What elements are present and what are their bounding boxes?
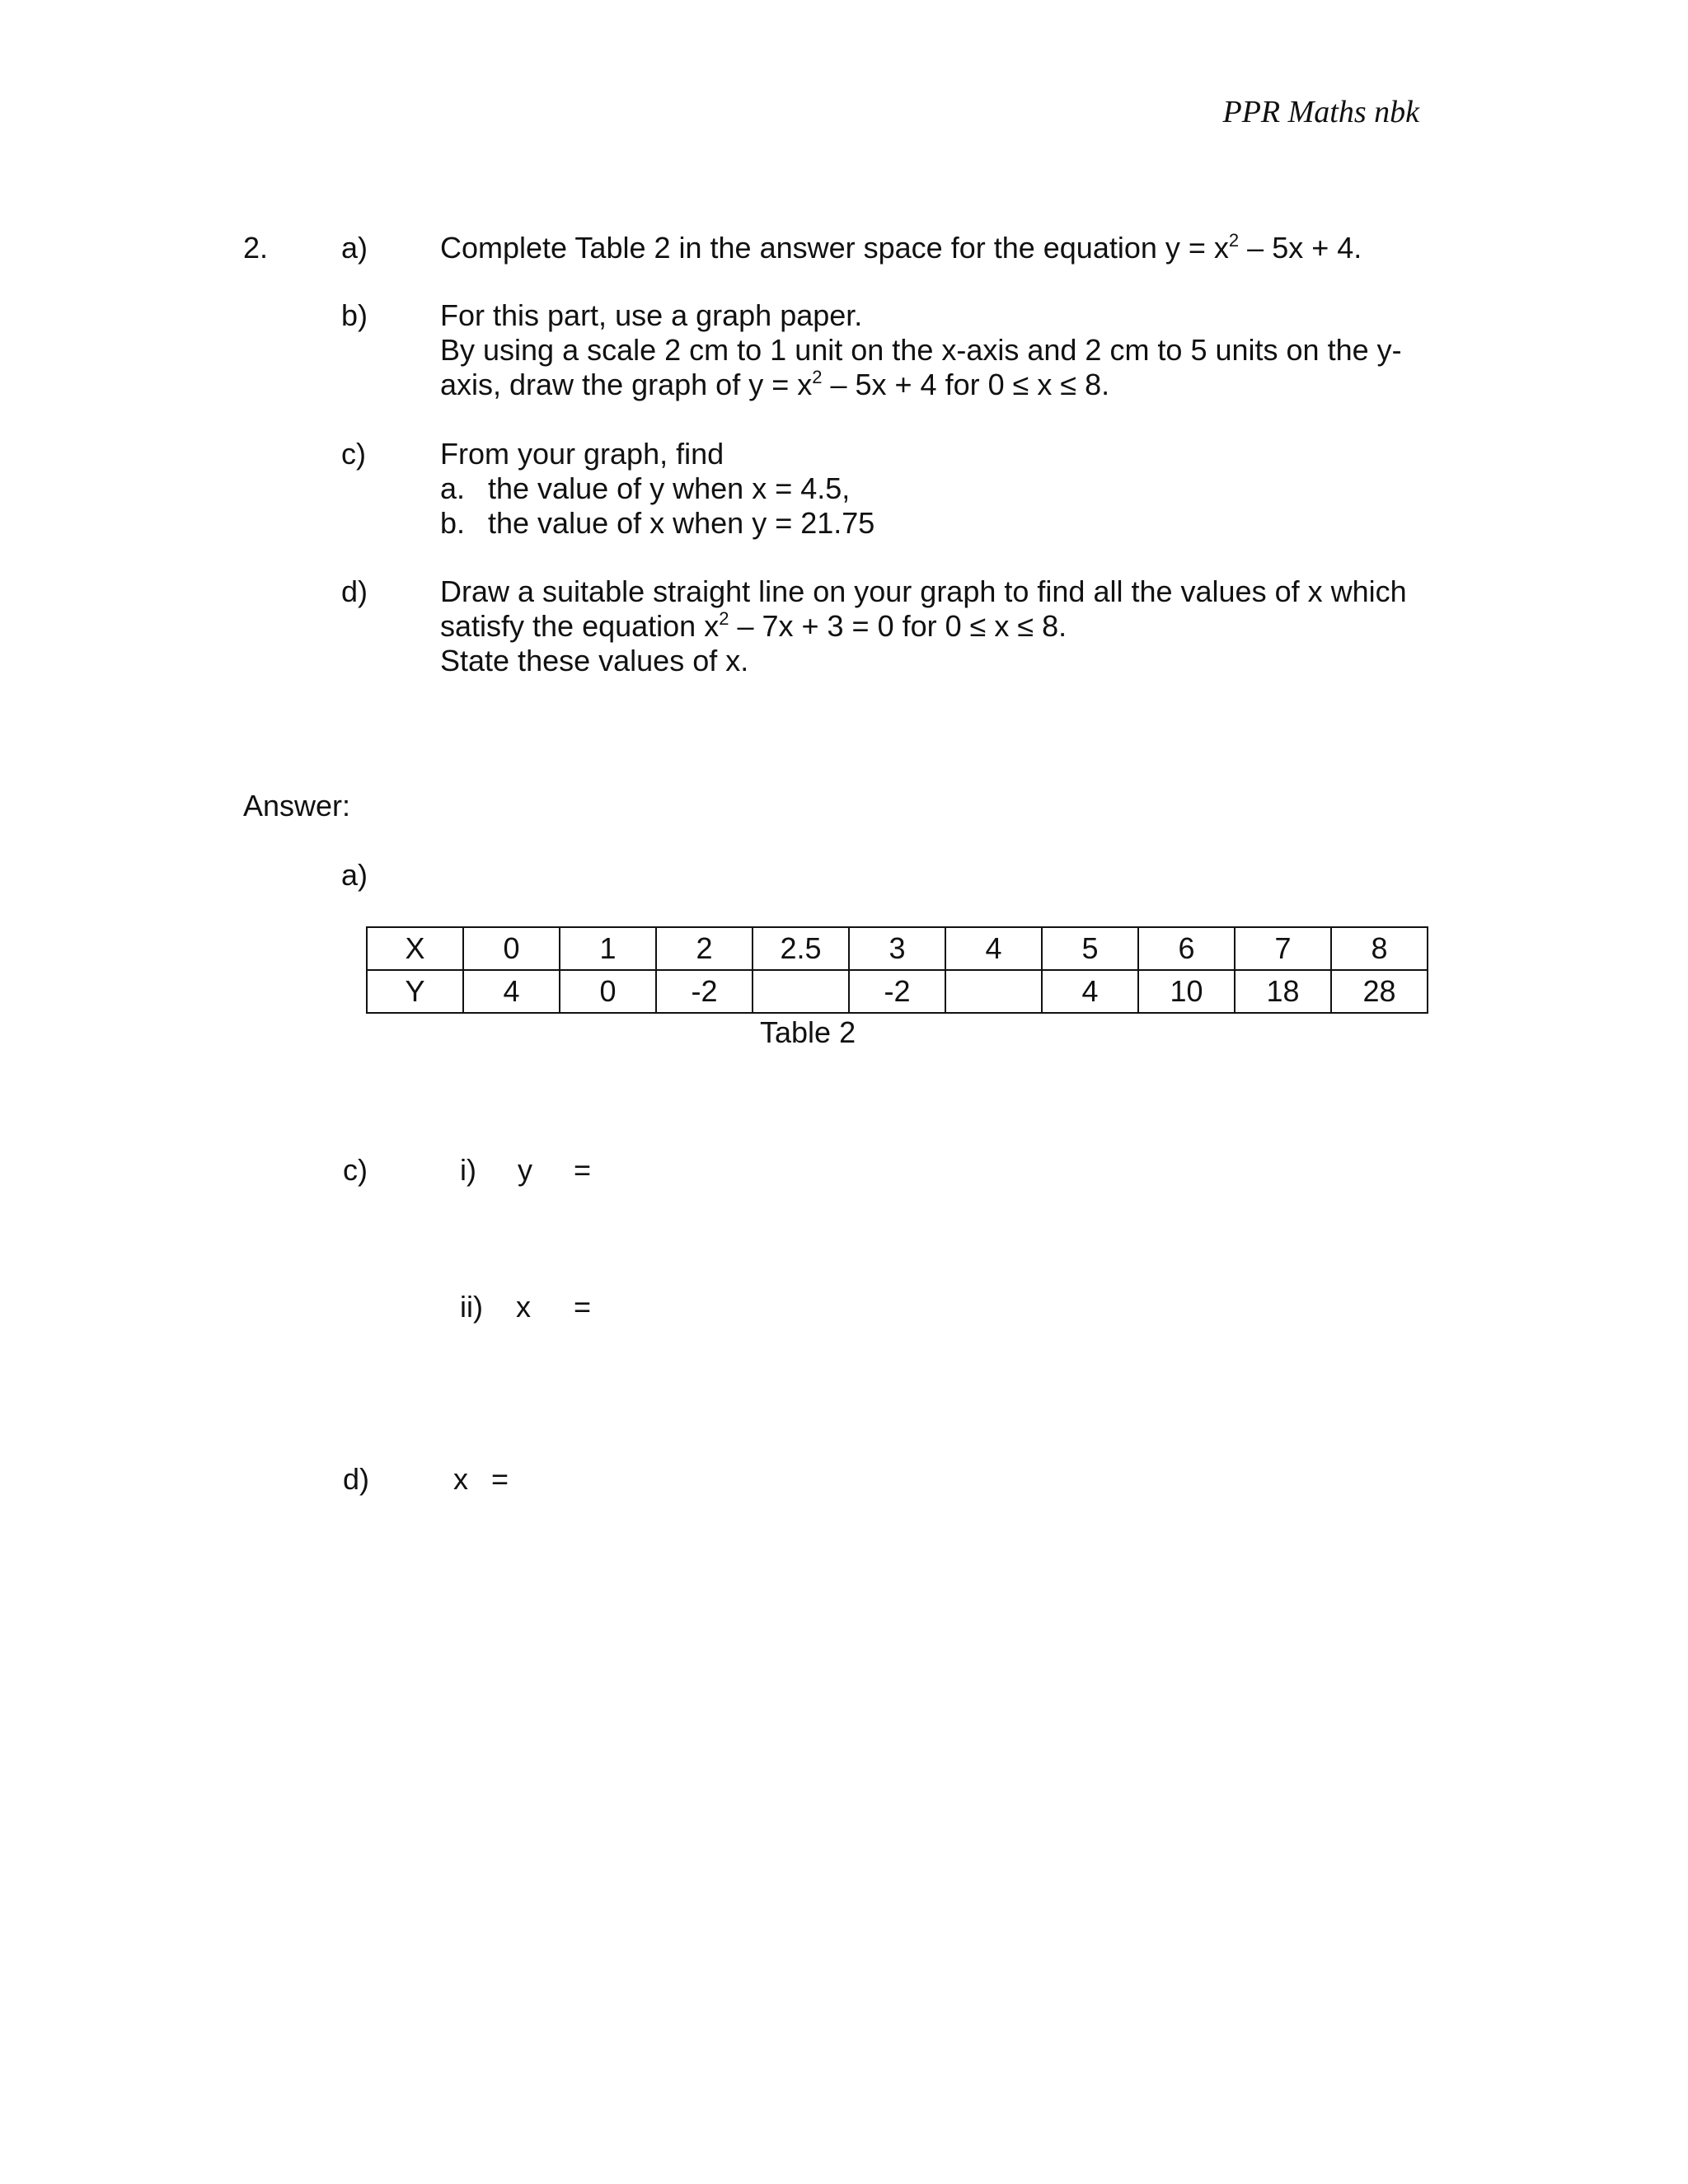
table-header-x: X (367, 927, 463, 970)
part-b-label: b) (341, 298, 368, 332)
question-number: 2. (243, 231, 269, 265)
answer-c-ii-label: ii) (460, 1290, 483, 1324)
answer-heading: Answer: (243, 789, 351, 823)
table-cell-y: 28 (1331, 970, 1428, 1013)
answer-a-label: a) (341, 858, 368, 892)
table-caption: Table 2 (760, 1015, 856, 1049)
part-c-label: c) (341, 437, 366, 471)
table-cell-y: -2 (656, 970, 753, 1013)
part-d-text (440, 574, 1407, 678)
table-header-y: Y (367, 970, 463, 1013)
answer-d-equals: = (491, 1462, 509, 1496)
table-cell-y: 10 (1138, 970, 1235, 1013)
table-cell-x: 3 (849, 927, 945, 970)
part-d-line-1: Draw a suitable straight line on your graph to find all the values of x which (440, 574, 1407, 608)
part-b-line-3: axis, draw the graph of $y = x^2 - 5x + 4$ for 0 ≤ x ≤ 8. (440, 367, 1110, 401)
part-b-line-1: For this part, use a graph paper. (440, 298, 863, 332)
part-c-item-b: b. the value of x when y = 21.75 (440, 506, 875, 540)
part-d-line-2: satisfy the equation $x^2 - 7x + 3 = 0$ for 0 ≤ x ≤ 8. (440, 608, 1067, 643)
table-cell-x: 8 (1331, 927, 1428, 970)
table-cell-x: 2 (656, 927, 753, 970)
answer-c-label: c) (343, 1153, 368, 1187)
table-cell-y: 4 (1042, 970, 1138, 1013)
table-cell-y: 4 (463, 970, 560, 1013)
answer-c-ii-equals: = (574, 1290, 592, 1324)
table-cell-y: 0 (560, 970, 656, 1013)
table-cell-x: 7 (1235, 927, 1331, 970)
table-cell-y-blank[interactable] (945, 970, 1042, 1013)
table-cell-y: 18 (1235, 970, 1331, 1013)
table-cell-x: 5 (1042, 927, 1138, 970)
part-c-line-1: From your graph, find (440, 437, 724, 471)
table-cell-x: 1 (560, 927, 656, 970)
table-cell-y: -2 (849, 970, 945, 1013)
table-cell-y-blank[interactable] (753, 970, 849, 1013)
table-cell-x: 0 (463, 927, 560, 970)
answer-c-i-equals: = (574, 1153, 592, 1187)
table-row-y (367, 970, 1428, 1013)
answer-d-label: d) (343, 1462, 370, 1496)
part-d-label: d) (341, 574, 368, 608)
part-b-line-2: By using a scale 2 cm to 1 unit on the x-axis and 2 cm to 5 units on the y- (440, 333, 1402, 367)
answer-c-ii-variable: x (516, 1290, 531, 1324)
part-d-line-3: State these values of x. (440, 644, 749, 677)
part-a-text: Complete Table 2 in the answer space for the equation $y = x^2 - 5x + 4$. (440, 230, 1362, 265)
page-header: PPR Maths nbk (1222, 95, 1419, 129)
values-table (366, 926, 1428, 1014)
table-cell-x: 2.5 (753, 927, 849, 970)
table-cell-x: 4 (945, 927, 1042, 970)
table-row-x (367, 927, 1428, 970)
part-c-text (440, 437, 874, 541)
part-b-text (440, 298, 1402, 402)
part-c-item-a: a. the value of y when x = 4.5, (440, 471, 851, 505)
answer-c-i-label: i) (460, 1153, 476, 1187)
part-a-label: a) (341, 231, 368, 265)
table-cell-x: 6 (1138, 927, 1235, 970)
answer-c-i-variable: y (518, 1153, 532, 1187)
answer-d-variable: x (453, 1462, 468, 1496)
